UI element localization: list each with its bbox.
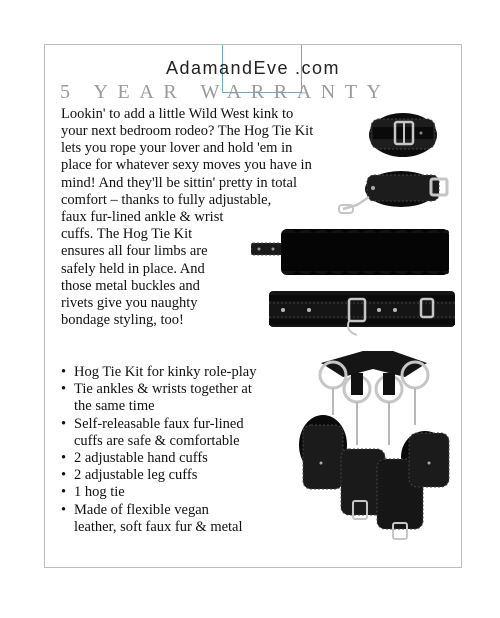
description-line: faux fur-lined ankle & wrist bbox=[61, 209, 224, 225]
feature-text: Tie ankles & wrists together at bbox=[74, 381, 252, 398]
brand-name: AdamandEve bbox=[165, 58, 290, 78]
description-line: bondage styling, too! bbox=[61, 312, 184, 328]
description-line: place for whatever sexy moves you have in bbox=[61, 157, 312, 173]
feature-text: 2 adjustable leg cuffs bbox=[74, 467, 198, 484]
feature-text: Self-releasable faux fur-lined bbox=[74, 415, 244, 432]
feature-text: the same time bbox=[74, 398, 155, 415]
description-line: ensures all four limbs are bbox=[61, 243, 208, 259]
warranty-heading: 5 YEAR WARRANTY bbox=[60, 81, 391, 103]
description-line: Lookin' to add a little Wild West kink to bbox=[61, 106, 294, 122]
list-item bbox=[61, 364, 256, 381]
list-item bbox=[61, 450, 256, 467]
cuff-clip-photo bbox=[337, 165, 453, 219]
feature-list bbox=[61, 364, 256, 536]
list-item bbox=[61, 416, 256, 450]
list-item bbox=[61, 484, 256, 501]
list-item bbox=[61, 467, 256, 484]
feature-text: Hog Tie Kit for kinky role-play bbox=[74, 364, 257, 380]
list-item bbox=[61, 502, 256, 536]
list-item bbox=[61, 381, 256, 415]
brand-logo bbox=[45, 58, 461, 79]
product-card bbox=[44, 44, 462, 568]
cuff-open-strap-photo bbox=[269, 285, 455, 341]
feature-text: cuffs are safe & comfortable bbox=[74, 432, 240, 449]
description-line: those metal buckles and bbox=[61, 278, 200, 294]
description-line: safely held in place. And bbox=[61, 261, 205, 277]
feature-text: 2 adjustable hand cuffs bbox=[74, 450, 208, 467]
cuff-fur-lining-photo bbox=[251, 225, 451, 279]
cuff-buckle-photo bbox=[365, 105, 441, 161]
description-line: your next bedroom rodeo? The Hog Tie Kit bbox=[61, 123, 314, 139]
description-line: rivets give you naughty bbox=[61, 295, 198, 311]
feature-text: Made of flexible vegan bbox=[74, 501, 209, 518]
brand-domain: .com bbox=[295, 58, 341, 78]
feature-text: 1 hog tie bbox=[74, 484, 125, 501]
hog-tie-kit-photo bbox=[293, 345, 457, 551]
feature-text: leather, soft faux fur & metal bbox=[74, 518, 243, 535]
description-line: mind! And they'll be sittin' pretty in total bbox=[61, 175, 297, 191]
description-line: comfort – thanks to fully adjustable, bbox=[61, 192, 272, 208]
description-line: cuffs. The Hog Tie Kit bbox=[61, 226, 193, 242]
description-line: lets you rope your lover and hold 'em in bbox=[61, 140, 293, 156]
